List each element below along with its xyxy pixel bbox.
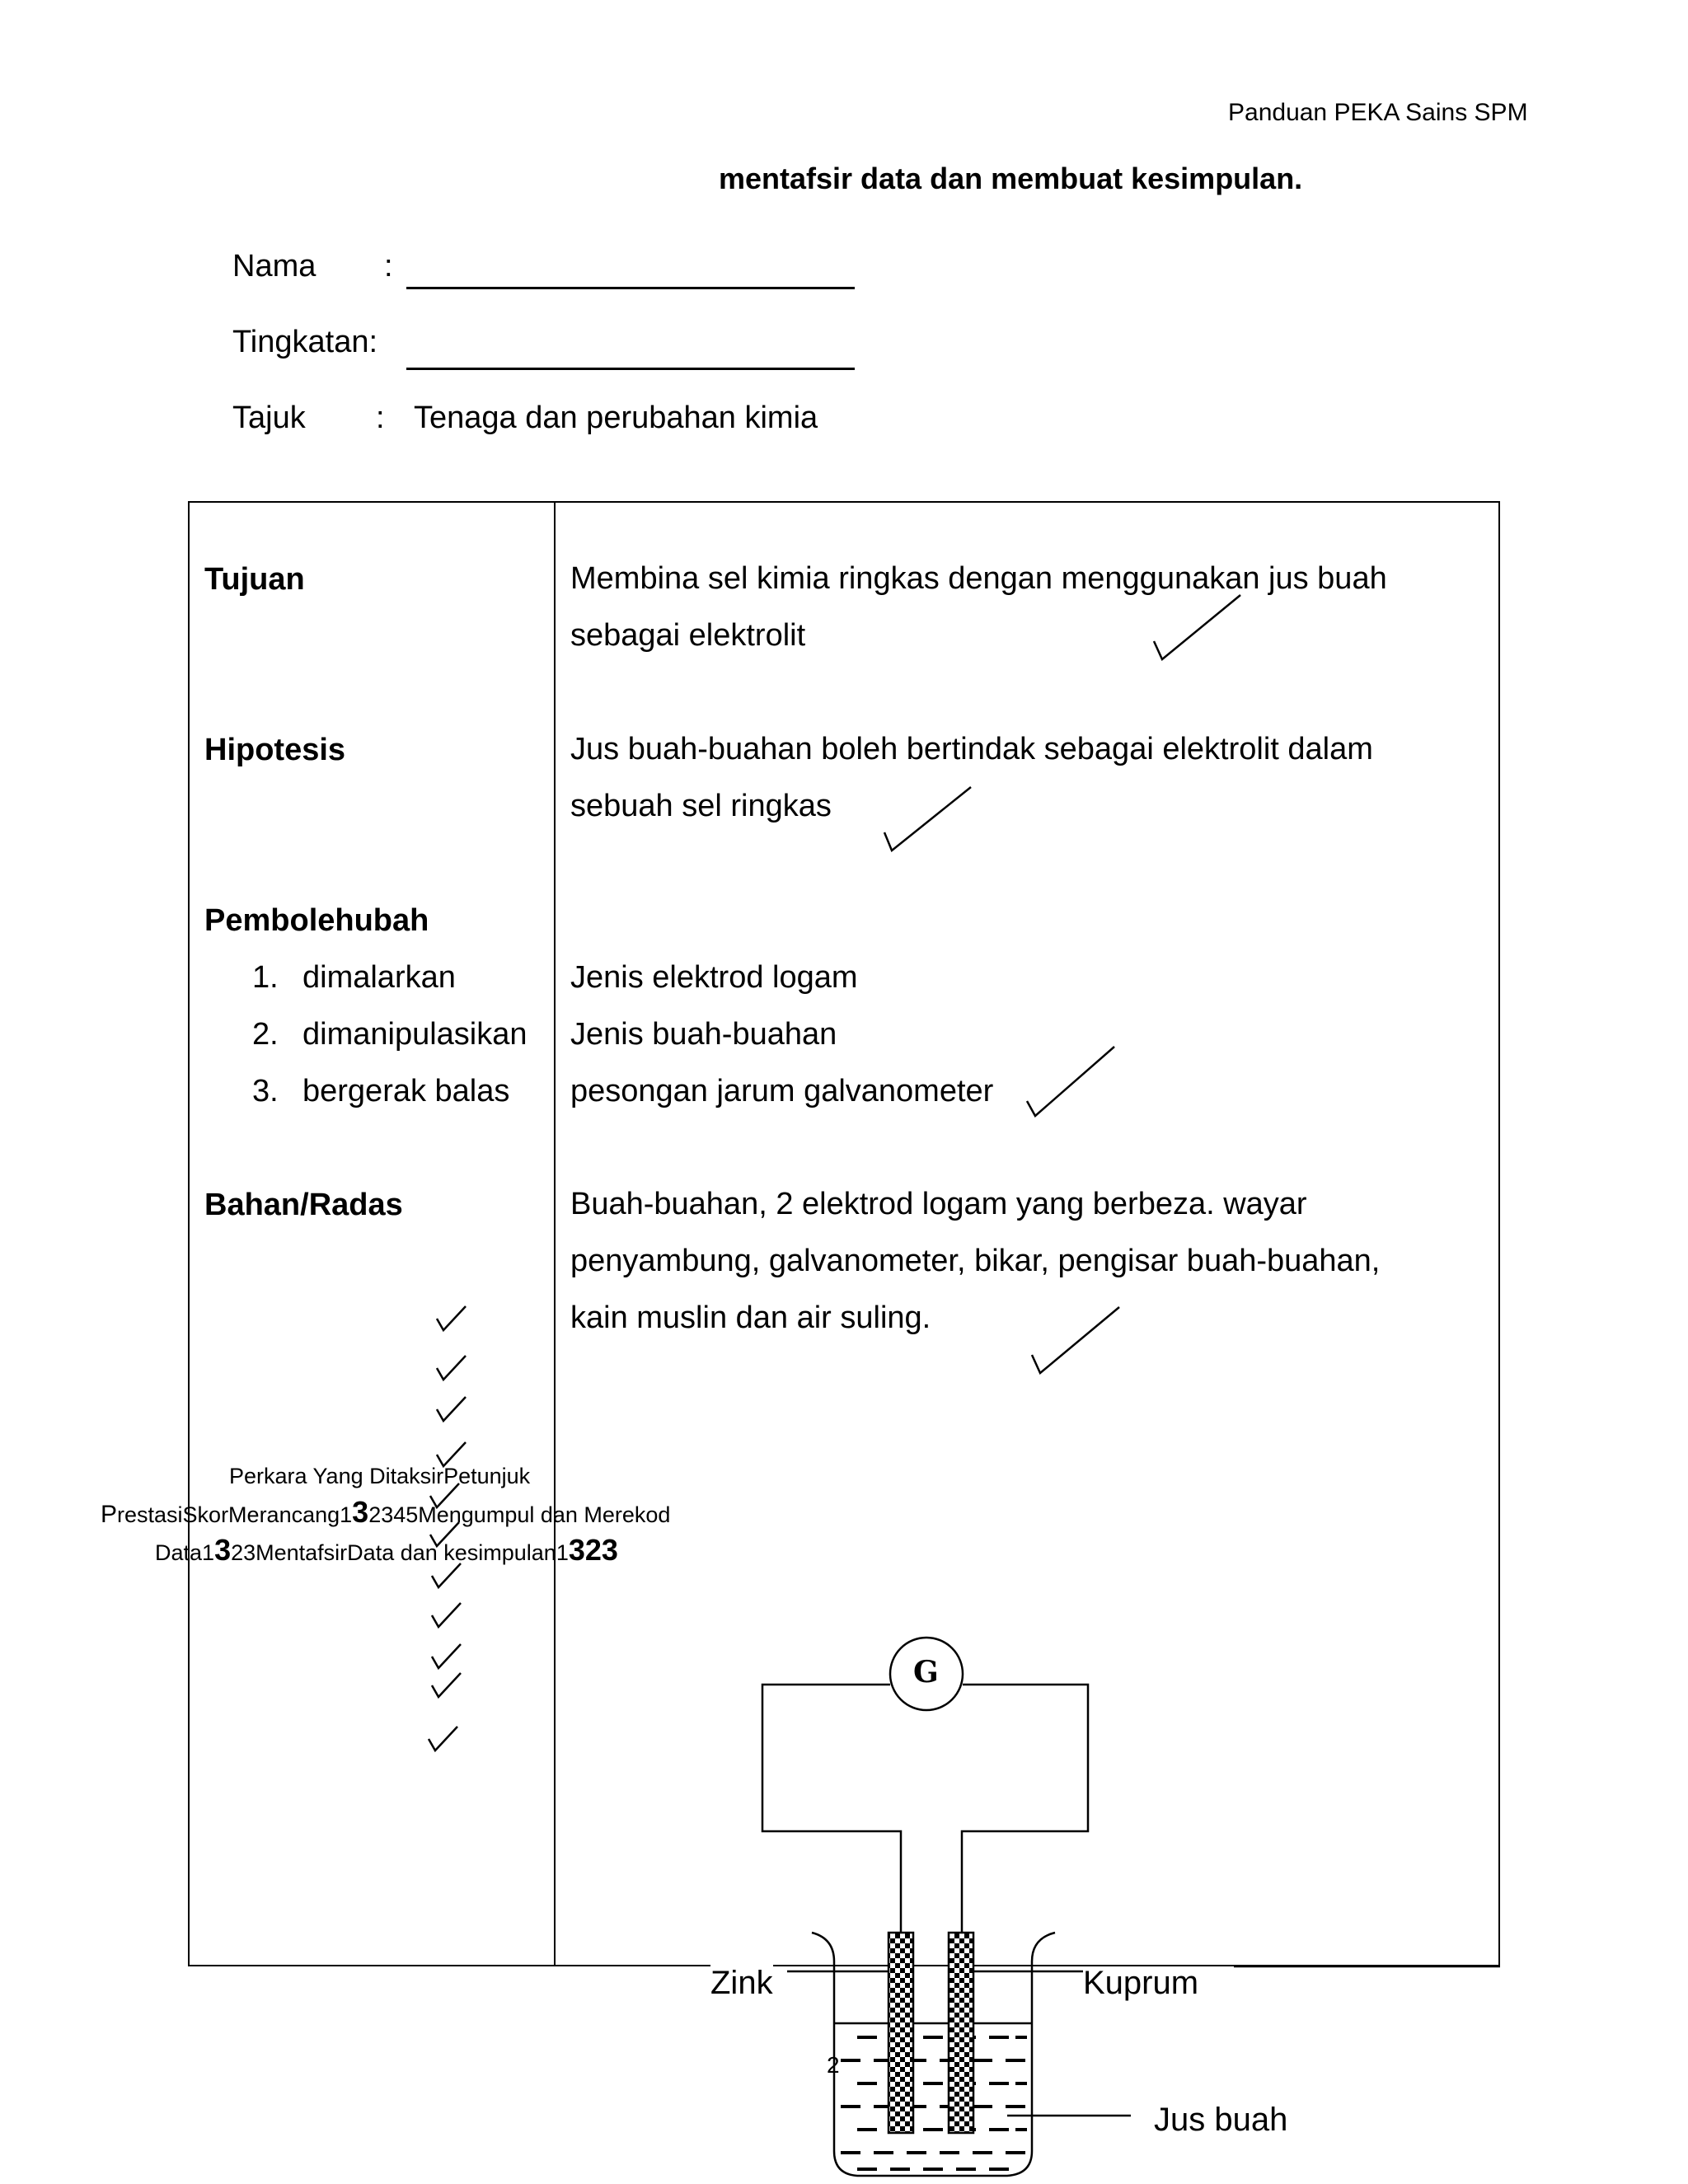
variable-name-2: dimanipulasikan xyxy=(302,1017,528,1052)
rubric-line-3f: 23 xyxy=(584,1533,618,1567)
variable-value-2: Jenis buah-buahan xyxy=(570,1017,837,1052)
rubric-line-2a: P xyxy=(101,1501,118,1528)
stray-digit: 2 xyxy=(827,2052,840,2078)
circuit-wires xyxy=(762,1685,1088,1933)
check-icon xyxy=(1032,1307,1119,1373)
fruit-juice-liquid xyxy=(841,2037,1027,2169)
tingkatan-label: Tingkatan: xyxy=(232,325,378,359)
pembolehubah-label: Pembolehubah xyxy=(204,903,429,938)
hipotesis-line-1: Jus buah-buahan boleh bertindak sebagai elektrolit dalam xyxy=(570,732,1373,766)
zinc-electrode xyxy=(889,1933,913,2133)
check-icon xyxy=(1154,595,1240,659)
zink-label: Zink xyxy=(710,1965,773,2001)
small-check-icon xyxy=(432,1673,461,1697)
kuprum-label: Kuprum xyxy=(1083,1965,1199,2001)
variable-value-3: pesongan jarum galvanometer xyxy=(570,1074,994,1108)
small-check-icon xyxy=(437,1397,466,1421)
rubric-line-2d: 2345 xyxy=(368,1502,419,1527)
galvanometer-label: G xyxy=(913,1655,939,1690)
tujuan-line-1: Membina sel kimia ringkas dengan menggunakan jus buah xyxy=(570,561,1387,596)
section-subtitle: mentafsir data dan membuat kesimpulan. xyxy=(719,162,1303,195)
rubric-line-3d: MentafsirData dan kesimpulan1 xyxy=(256,1540,569,1565)
nama-colon: : xyxy=(384,249,393,284)
variable-num-2: 2. xyxy=(252,1017,279,1052)
rubric-line-2e: Mengumpul dan Merekod xyxy=(418,1502,671,1527)
small-check-icon xyxy=(432,1644,461,1668)
rubric-line-3b: 3 xyxy=(214,1533,232,1567)
variable-value-1: Jenis elektrod logam xyxy=(570,960,858,995)
page-header: Panduan PEKA Sains SPM xyxy=(1228,99,1528,126)
left-wire xyxy=(762,1685,901,1933)
small-check-icon xyxy=(432,1603,461,1627)
small-check-icon xyxy=(437,1442,466,1466)
small-check-marks xyxy=(429,1306,466,1750)
rubric-line-3c: 23 xyxy=(231,1540,256,1565)
nama-label: Nama xyxy=(232,249,316,284)
tajuk-value: Tenaga dan perubahan kimia xyxy=(414,401,818,435)
small-check-icon xyxy=(437,1306,466,1330)
small-check-icon xyxy=(430,1522,459,1546)
rubric-line-2c: 3 xyxy=(352,1495,369,1529)
variable-name-1: dimalarkan xyxy=(302,960,456,995)
small-check-icon xyxy=(429,1727,457,1750)
bahan-line-2: penyambung, galvanometer, bikar, pengisar buah-buahan, xyxy=(570,1244,1381,1278)
small-check-icon xyxy=(430,1483,459,1507)
beaker-icon xyxy=(812,1933,1055,2176)
copper-electrode xyxy=(949,1933,973,2133)
rubric-line-2b: restasiSkorMerancang1 xyxy=(117,1502,353,1527)
rubric-line-1: Perkara Yang DitaksirPetunjuk xyxy=(229,1464,531,1488)
small-check-icon xyxy=(437,1356,466,1380)
small-check-icon xyxy=(432,1563,461,1587)
hipotesis-label: Hipotesis xyxy=(204,733,346,767)
hipotesis-line-2: sebuah sel ringkas xyxy=(570,789,832,823)
tujuan-line-2: sebagai elektrolit xyxy=(570,618,806,653)
tajuk-label: Tajuk xyxy=(232,401,306,435)
variable-name-3: bergerak balas xyxy=(302,1074,510,1108)
variable-num-1: 1. xyxy=(252,960,279,995)
bahan-label: Bahan/Radas xyxy=(204,1188,403,1222)
jus-buah-label: Jus buah xyxy=(1154,2102,1288,2138)
check-marks xyxy=(884,595,1240,1373)
bahan-line-1: Buah-buahan, 2 elektrod logam yang berbeza. wayar xyxy=(570,1187,1307,1221)
check-icon xyxy=(1027,1047,1114,1116)
variable-num-3: 3. xyxy=(252,1074,279,1108)
rubric-line-3a: Data1 xyxy=(155,1540,215,1565)
rubric-line-3e: 3 xyxy=(568,1533,585,1567)
check-icon xyxy=(884,787,971,851)
right-wire xyxy=(962,1685,1088,1933)
tujuan-label: Tujuan xyxy=(204,562,305,597)
bahan-line-3: kain muslin dan air suling. xyxy=(570,1301,931,1335)
tajuk-colon: : xyxy=(376,401,385,435)
